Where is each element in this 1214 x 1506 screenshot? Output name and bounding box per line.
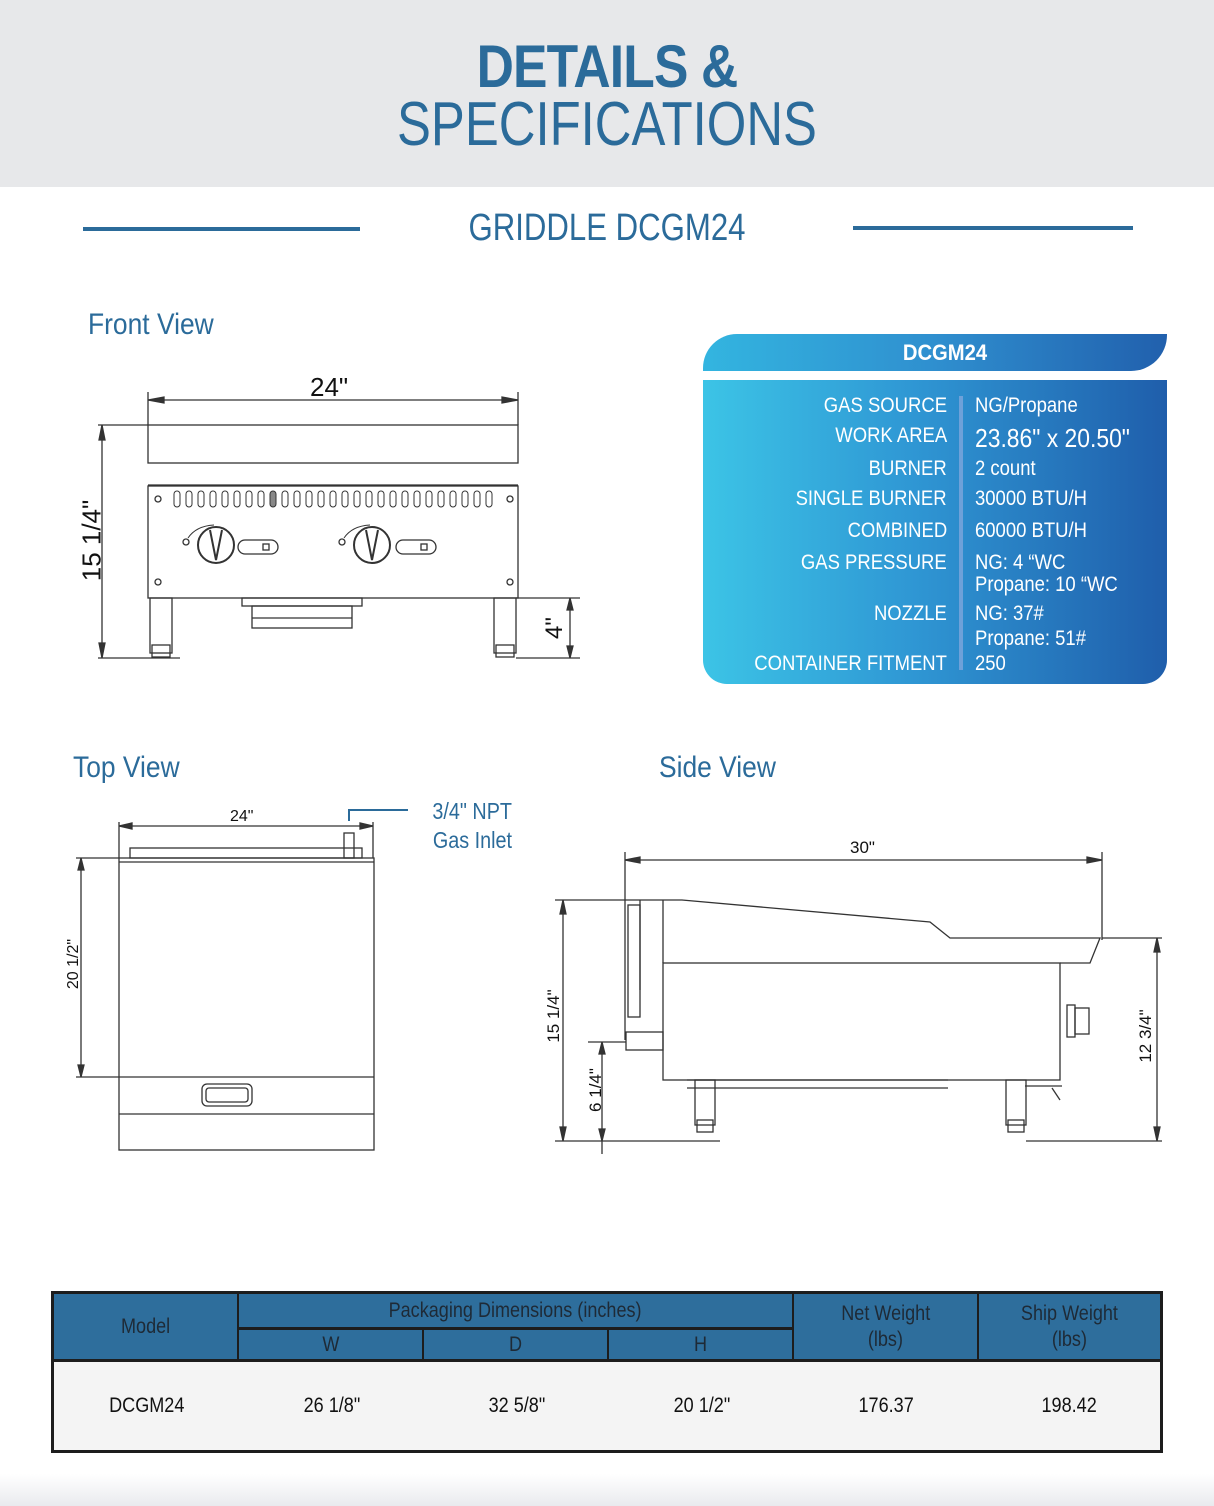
spec-value-secondary: Propane: 51# [975,627,1086,650]
top-depth-dimension: 20 1/2" [65,938,82,990]
spec-label: SINGLE BURNER [796,487,947,510]
spec-card-body [703,380,1167,684]
spec-label: NOZZLE [874,602,947,625]
cell-height: 20 1/2" [673,1394,730,1417]
packaging-table [51,1291,1163,1453]
spec-divider [959,396,963,670]
spec-card-title: DCGM24 [902,340,988,365]
side-inlet-height-dimension: 6 1/4" [586,1068,605,1112]
spec-value: 60000 BTU/H [975,519,1087,542]
header-model: Model [54,1294,239,1362]
spec-label: GAS PRESSURE [801,551,947,574]
cell-depth: 32 5/8" [488,1394,545,1417]
spec-value: 250 [975,652,1006,675]
front-view-drawing [70,370,590,670]
side-view-label: Side View [659,751,776,784]
gas-inlet-callout-line1: 3/4" NPT [432,798,512,824]
cell-width: 26 1/8" [303,1394,360,1417]
spec-value: 30000 BTU/H [975,487,1087,510]
spec-value: NG/Propane [975,394,1078,417]
title-rule-right [853,226,1133,230]
top-width-dimension: 24" [230,808,254,825]
header-net-weight: Net Weight (lbs) [794,1294,979,1362]
spec-label: GAS SOURCE [823,394,947,417]
header-height: H [609,1330,794,1362]
front-view-label: Front View [88,308,214,341]
spec-label: COMBINED [847,519,947,542]
front-width-dimension: 24" [310,372,349,402]
side-view-drawing [540,830,1180,1170]
side-height-dimension: 15 1/4" [544,989,563,1043]
page-header-banner [0,0,1214,187]
spec-label: WORK AREA [835,424,947,447]
header-packaging-dimensions: Packaging Dimensions (inches) [239,1294,794,1330]
spec-label: BURNER [868,457,947,480]
product-subtitle: GRIDDLE DCGM24 [468,207,746,249]
spec-value: NG: 4 “WC [975,551,1066,574]
page-title-line2: SPECIFICATIONS [397,90,817,159]
cell-ship-weight: 198.42 [1041,1394,1098,1417]
header-ship-weight: Ship Weight (lbs) [979,1294,1160,1362]
page-title-line1: DETAILS & [476,33,738,100]
side-front-height-dimension: 12 3/4" [1136,1009,1155,1063]
spec-label: CONTAINER FITMENT [754,652,947,675]
spec-card [703,334,1167,684]
header-depth: D [424,1330,609,1362]
front-height-dimension: 15 1/4" [76,499,107,582]
footer-fade [0,1474,1214,1506]
cell-model: DCGM24 [108,1394,185,1417]
spec-value: NG: 37# [975,602,1044,625]
spec-value-secondary: Propane: 10 “WC [975,573,1118,596]
spec-value: 2 count [975,457,1036,480]
side-depth-dimension: 30" [850,838,875,857]
header-width: W [239,1330,424,1362]
spec-value: 23.86" x 20.50" [975,423,1130,453]
cell-net-weight: 176.37 [858,1394,915,1417]
top-view-label: Top View [73,751,180,784]
front-leg-dimension: 4" [541,617,568,639]
gas-inlet-callout-line2: Gas Inlet [432,827,512,853]
